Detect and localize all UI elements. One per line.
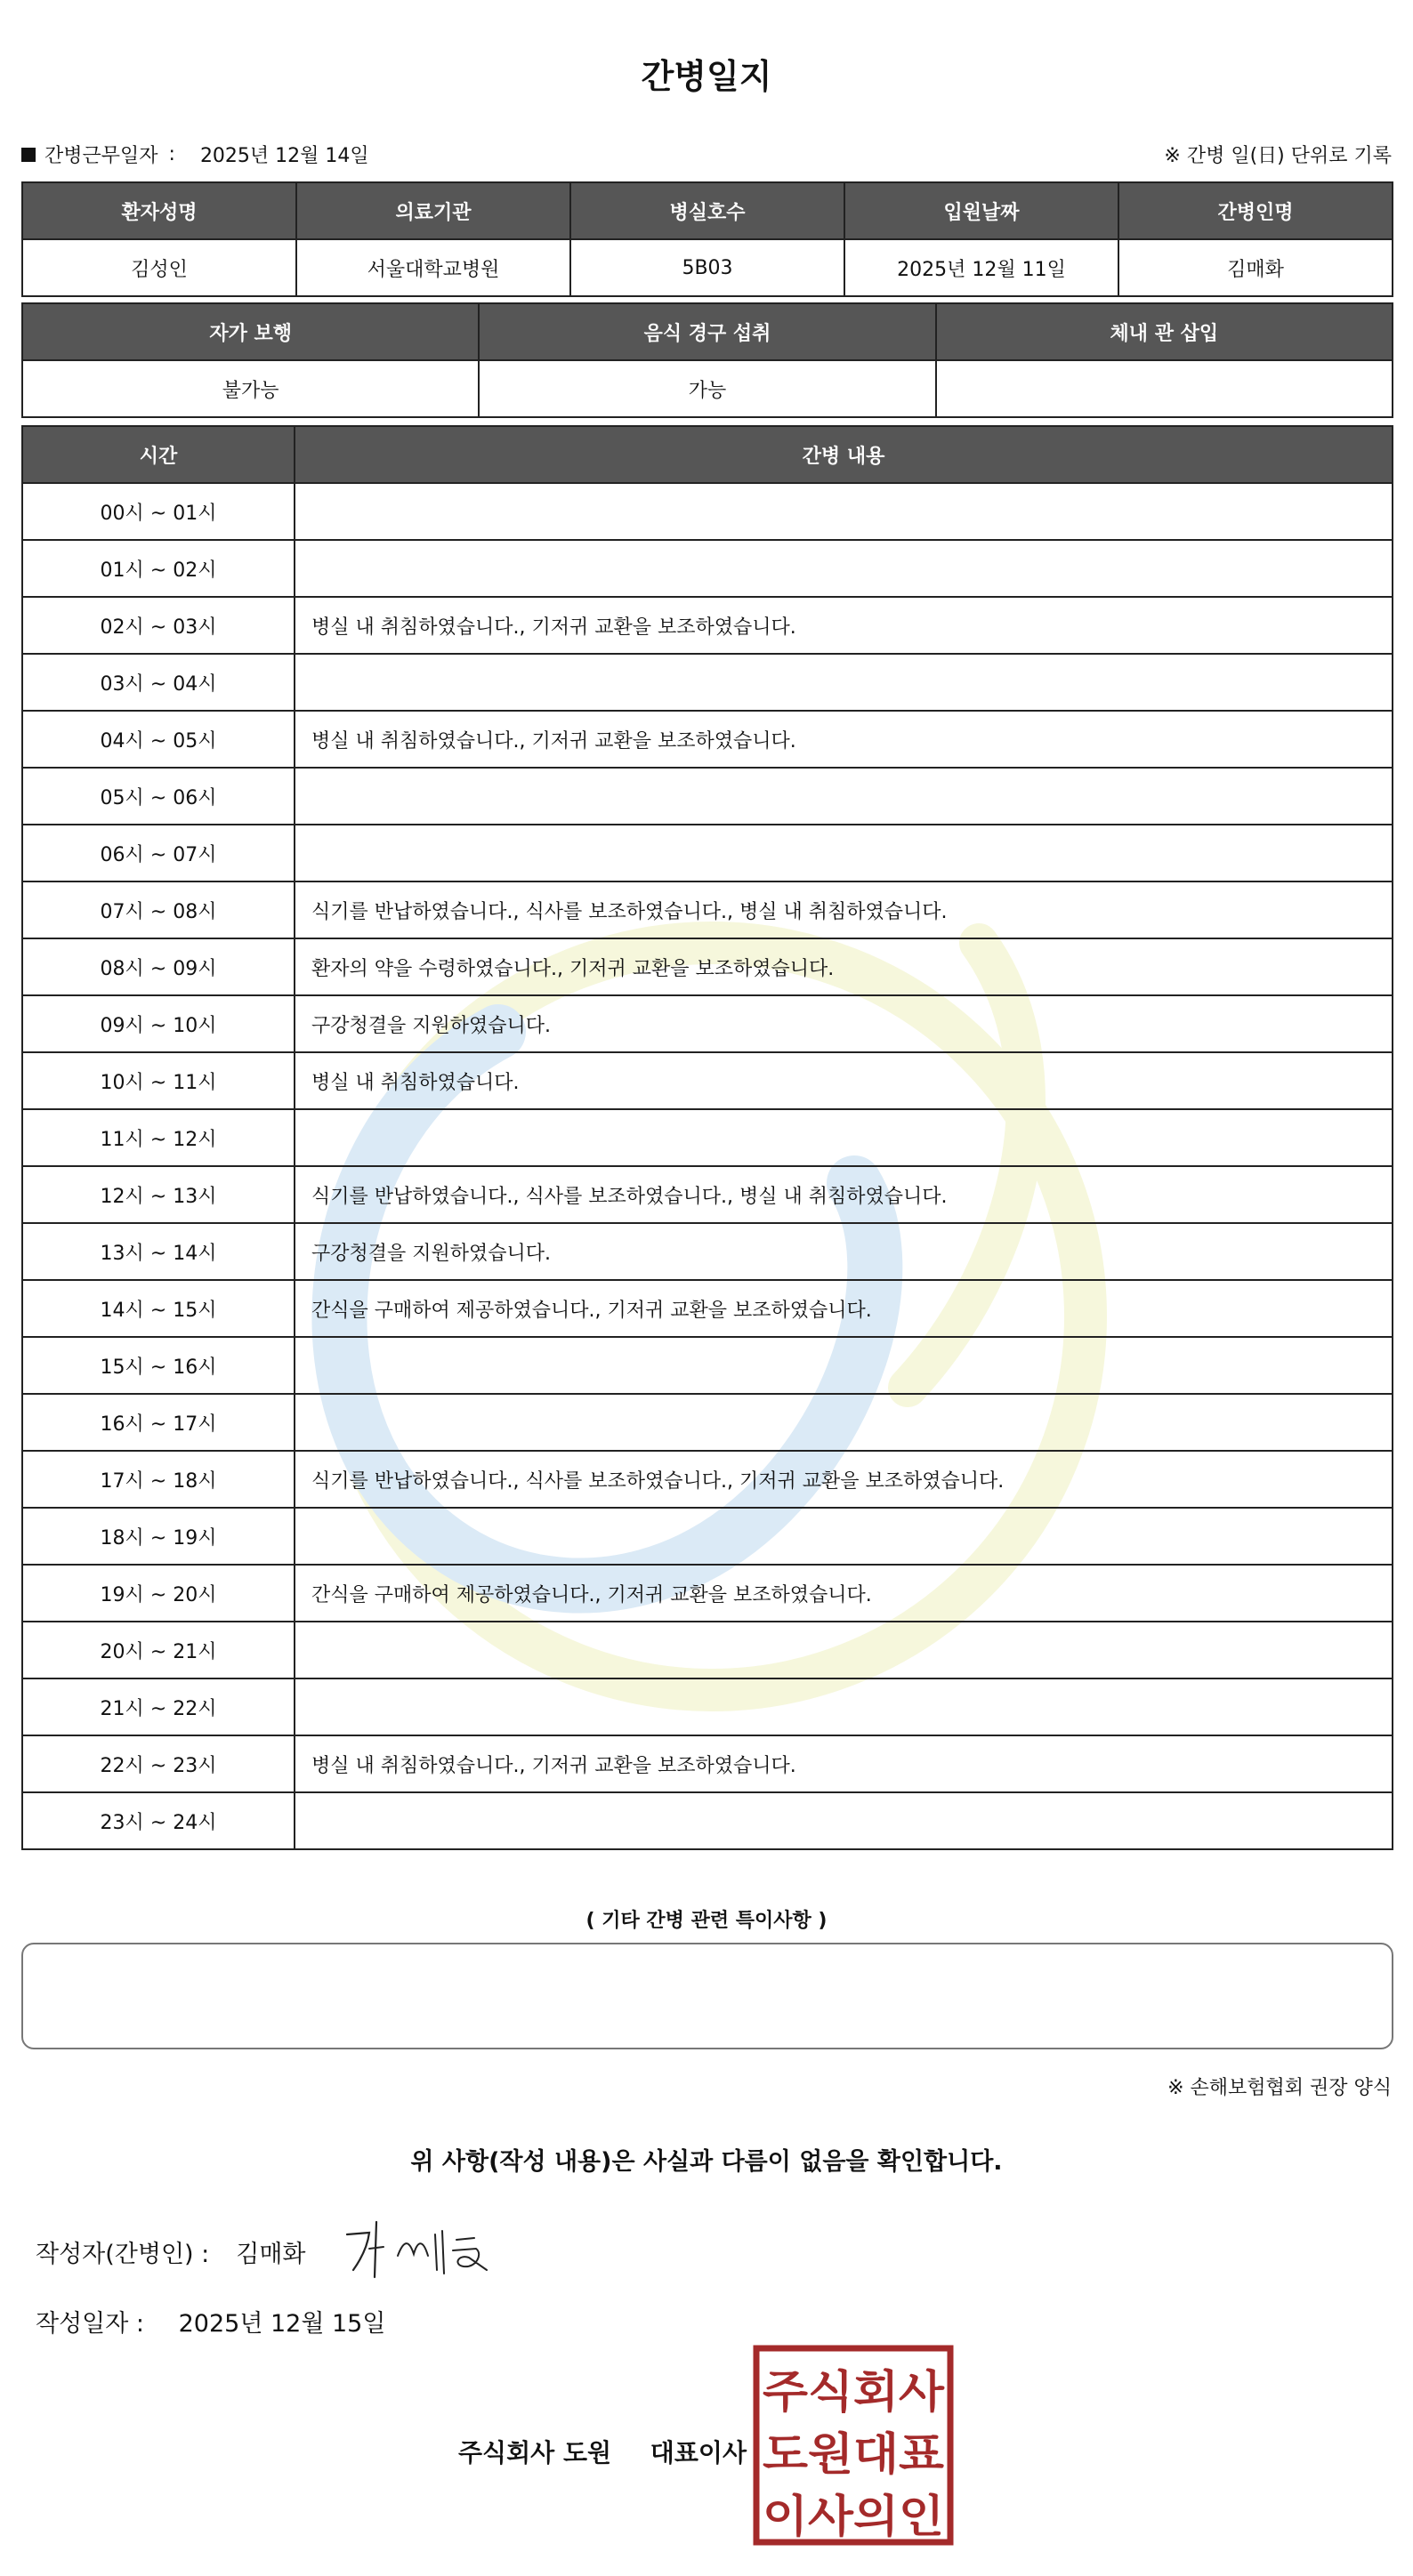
header-admission-date: 입원날짜 <box>844 182 1118 239</box>
writer-row <box>36 2234 306 2269</box>
log-time: 13시 ~ 14시 <box>22 1223 295 1280</box>
page-title: 간병일지 <box>641 57 772 96</box>
writer-label: 작성자(간병인) : <box>36 2241 210 2268</box>
unit-note: ※ 간병 일(日) 단위로 기록 <box>1164 145 1392 167</box>
log-time: 08시 ~ 09시 <box>22 938 295 995</box>
log-note <box>295 483 1393 540</box>
log-note <box>295 825 1393 881</box>
header-care-content: 간병 내용 <box>295 426 1393 483</box>
work-date-value: 2025년 12월 14일 <box>199 145 369 167</box>
table-row <box>22 1508 1393 1565</box>
seal-text-row: 도원대표 <box>763 2428 945 2480</box>
log-note <box>295 1508 1393 1565</box>
table-row <box>22 654 1393 711</box>
log-time: 12시 ~ 13시 <box>22 1166 295 1223</box>
remarks-title: ( 기타 간병 관련 특이사항 ) <box>585 1910 828 1932</box>
table-row <box>22 1109 1393 1166</box>
table-row <box>22 768 1393 825</box>
company-seal-stamp <box>753 2345 954 2546</box>
table-row <box>22 1565 1393 1622</box>
company-name: 주식회사 도원 <box>458 2438 612 2467</box>
log-time: 23시 ~ 24시 <box>22 1792 295 1849</box>
patient-name: 김성인 <box>22 239 296 296</box>
log-note: 병실 내 취침하였습니다. <box>295 1052 1393 1109</box>
table-row <box>22 540 1393 597</box>
log-note: 환자의 약을 수령하였습니다., 기저귀 교환을 보조하였습니다. <box>295 938 1393 995</box>
log-time: 02시 ~ 03시 <box>22 597 295 654</box>
signature-image <box>343 2215 494 2286</box>
written-date-label: 작성일자 : <box>36 2310 145 2338</box>
log-time: 16시 ~ 17시 <box>22 1394 295 1451</box>
log-time: 21시 ~ 22시 <box>22 1678 295 1735</box>
log-time: 14시 ~ 15시 <box>22 1280 295 1337</box>
header-time: 시간 <box>22 426 295 483</box>
log-time: 07시 ~ 08시 <box>22 881 295 938</box>
log-time: 09시 ~ 10시 <box>22 995 295 1052</box>
care-log-table <box>21 425 1393 1850</box>
log-time: 15시 ~ 16시 <box>22 1337 295 1394</box>
table-row <box>22 483 1393 540</box>
table-row <box>22 1735 1393 1792</box>
log-time: 20시 ~ 21시 <box>22 1622 295 1678</box>
self-walking-value: 불가능 <box>22 360 479 417</box>
header-room: 병실호수 <box>570 182 844 239</box>
table-row <box>22 825 1393 881</box>
log-time: 18시 ~ 19시 <box>22 1508 295 1565</box>
table-row <box>22 711 1393 768</box>
table-row <box>22 1394 1393 1451</box>
log-note: 식기를 반납하였습니다., 식사를 보조하였습니다., 병실 내 취침하였습니다. <box>295 881 1393 938</box>
table-row <box>22 1451 1393 1508</box>
log-note <box>295 1394 1393 1451</box>
log-note: 병실 내 취침하였습니다., 기저귀 교환을 보조하였습니다. <box>295 1735 1393 1792</box>
table-row <box>22 938 1393 995</box>
table-row <box>22 1792 1393 1849</box>
association-note: ※ 손해보험협회 권장 양식 <box>1167 2077 1392 2099</box>
table-row <box>22 1337 1393 1394</box>
table-row <box>22 1223 1393 1280</box>
log-note <box>295 1622 1393 1678</box>
company-signature-line <box>458 2434 747 2469</box>
log-time: 17시 ~ 18시 <box>22 1451 295 1508</box>
log-note <box>295 1678 1393 1735</box>
table-row <box>22 597 1393 654</box>
seal-text-row: 이사의인 <box>763 2491 944 2542</box>
log-note: 병실 내 취침하였습니다., 기저귀 교환을 보조하였습니다. <box>295 711 1393 768</box>
oral-intake-value: 가능 <box>479 360 935 417</box>
log-time: 00시 ~ 01시 <box>22 483 295 540</box>
confirmation-statement: 위 사항(작성 내용)은 사실과 다름이 없음을 확인합니다. <box>410 2148 1003 2176</box>
log-time: 04시 ~ 05시 <box>22 711 295 768</box>
log-note <box>295 768 1393 825</box>
patient-status-table <box>21 302 1393 418</box>
admission-date: 2025년 12월 11일 <box>844 239 1118 296</box>
header-caregiver-name: 간병인명 <box>1118 182 1393 239</box>
seal-text-row: 주식회사 <box>763 2366 945 2418</box>
header-oral-intake: 음식 경구 섭취 <box>479 303 935 360</box>
log-note <box>295 1792 1393 1849</box>
header-tube-insertion: 체내 관 삽입 <box>936 303 1393 360</box>
patient-info-table <box>21 181 1393 297</box>
table-row <box>22 1280 1393 1337</box>
work-date-label: 간병근무일자 <box>44 145 158 167</box>
log-note <box>295 1337 1393 1394</box>
written-date-row <box>36 2304 385 2339</box>
table-row <box>22 1166 1393 1223</box>
table-row <box>22 1622 1393 1678</box>
log-time: 06시 ~ 07시 <box>22 825 295 881</box>
writer-name: 김매화 <box>236 2241 306 2268</box>
log-note: 구강청결을 지원하였습니다. <box>295 995 1393 1052</box>
remarks-box <box>21 1943 1393 2049</box>
header-self-walking: 자가 보행 <box>22 303 479 360</box>
written-date-value: 2025년 12월 15일 <box>178 2310 386 2338</box>
log-time: 03시 ~ 04시 <box>22 654 295 711</box>
log-note <box>295 1109 1393 1166</box>
square-bullet-icon <box>21 148 36 162</box>
log-note: 식기를 반납하였습니다., 식사를 보조하였습니다., 병실 내 취침하였습니다. <box>295 1166 1393 1223</box>
log-time: 19시 ~ 20시 <box>22 1565 295 1622</box>
log-note <box>295 540 1393 597</box>
log-time: 10시 ~ 11시 <box>22 1052 295 1109</box>
log-note <box>295 654 1393 711</box>
header-hospital: 의료기관 <box>296 182 570 239</box>
room-number: 5B03 <box>570 239 844 296</box>
caregiver-name: 김매화 <box>1118 239 1393 296</box>
work-date-colon: : <box>168 143 175 165</box>
work-date <box>21 141 369 168</box>
log-note: 식기를 반납하였습니다., 식사를 보조하였습니다., 기저귀 교환을 보조하였습니다. <box>295 1451 1393 1508</box>
log-note: 간식을 구매하여 제공하였습니다., 기저귀 교환을 보조하였습니다. <box>295 1280 1393 1337</box>
log-time: 01시 ~ 02시 <box>22 540 295 597</box>
company-title: 대표이사 <box>650 2438 747 2467</box>
table-row <box>22 995 1393 1052</box>
log-note: 병실 내 취침하였습니다., 기저귀 교환을 보조하였습니다. <box>295 597 1393 654</box>
table-row <box>22 1678 1393 1735</box>
log-note: 간식을 구매하여 제공하였습니다., 기저귀 교환을 보조하였습니다. <box>295 1565 1393 1622</box>
header-patient-name: 환자성명 <box>22 182 296 239</box>
log-time: 05시 ~ 06시 <box>22 768 295 825</box>
table-row <box>22 881 1393 938</box>
log-time: 22시 ~ 23시 <box>22 1735 295 1792</box>
table-row <box>22 1052 1393 1109</box>
hospital: 서울대학교병원 <box>296 239 570 296</box>
log-time: 11시 ~ 12시 <box>22 1109 295 1166</box>
tube-insertion-value <box>936 360 1393 417</box>
log-note: 구강청결을 지원하였습니다. <box>295 1223 1393 1280</box>
